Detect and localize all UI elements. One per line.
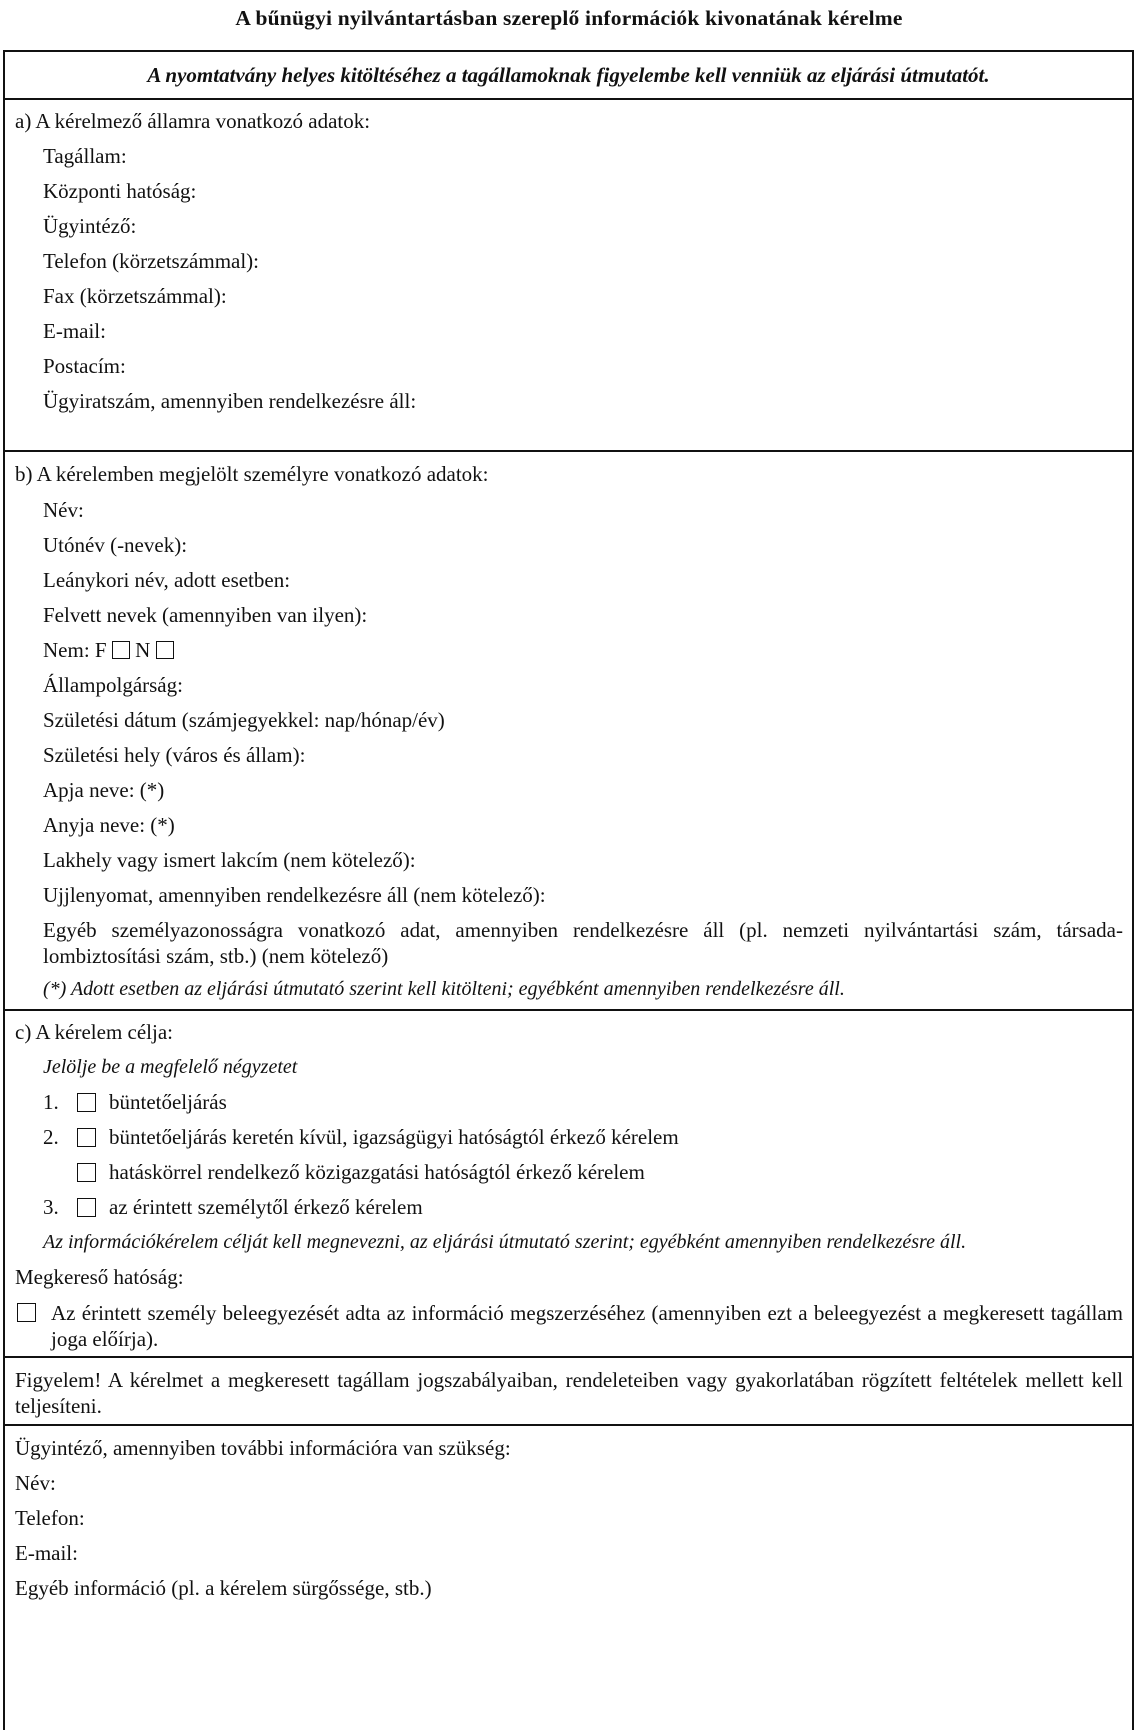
contact-heading: Ügyintéző, amennyiben további információra van szükség:	[15, 1436, 511, 1460]
sex-label: Nem:	[43, 638, 90, 662]
option-label: az érintett személytől érkező kérelem	[109, 1195, 423, 1219]
section-a-heading: a) A kérelmező államra vonatkozó adatok:	[15, 109, 371, 133]
field-surname: Név:	[43, 498, 84, 522]
option-label: büntetőeljárás	[109, 1090, 227, 1114]
field-member-state: Tagállam:	[43, 144, 127, 168]
field-case-officer: Ügyintéző:	[43, 214, 137, 238]
notice: Figyelem! A kérelmet a megkeresett tagállam jogszabályaiban, rendeleteiben vagy gyakorlatában rögzített feltételek mellett kell teljesíteni.	[15, 1368, 1123, 1418]
sex-n-checkbox[interactable]	[156, 641, 174, 659]
section-b-heading: b) A kérelemben megjelölt személyre vonatkozó adatok:	[15, 462, 489, 486]
intro-note: A nyomtatvány helyes kitöltéséhez a tagállamoknak figyelembe kell venniük az eljárási útmutatót.	[147, 63, 990, 87]
field-fax: Fax (körzetszámmal):	[43, 284, 227, 308]
instruction: Jelölje be a megfelelő négyzetet	[43, 1056, 298, 1078]
option-label: büntetőeljárás keretén kívül, igazságügyi hatóságtól érkező kérelem	[109, 1125, 679, 1149]
divider	[5, 1424, 1132, 1426]
field-postal-address: Postacím:	[43, 354, 126, 378]
field-file-reference: Ügyiratszám, amennyiben rendelkezésre áll:	[43, 389, 417, 413]
field-other-identity-data: Egyéb személyazonosságra vonatkozó adat, amennyiben rendelkezésre áll (pl. nemzeti nyilvántartási szám, társadalombiztosítási szám, stb.) (nem kötelező)	[43, 918, 1123, 968]
option-num: 2.	[43, 1125, 59, 1149]
field-sex	[43, 638, 174, 663]
contact-name: Név:	[15, 1471, 56, 1495]
field-central-authority: Központi hatóság:	[43, 179, 197, 203]
field-residence: Lakhely vagy ismert lakcím (nem kötelező):	[43, 848, 416, 872]
field-requesting-authority: Megkereső hatóság:	[15, 1265, 184, 1289]
sex-f-checkbox[interactable]	[112, 641, 130, 659]
consent-text: Az érintett személy beleegyezését adta az információ megszerzéséhez (amennyiben ezt a beleegyezést a megkeresett tagállam joga előírja).	[51, 1301, 1123, 1351]
field-telephone: Telefon (körzetszámmal):	[43, 249, 260, 273]
consent-checkbox[interactable]	[17, 1303, 36, 1322]
field-mother-name: Anyja neve: (*)	[43, 813, 175, 837]
divider	[5, 98, 1132, 100]
field-maiden-name: Leánykori név, adott esetben:	[43, 568, 291, 592]
sex-n-label: N	[135, 638, 151, 662]
field-forenames: Utónév (-nevek):	[43, 533, 188, 557]
field-email: E-mail:	[43, 319, 106, 343]
option-data-subject-checkbox[interactable]	[77, 1198, 96, 1217]
page-title: A bűnügyi nyilvántartásban szereplő információk kivonatának kérelme	[235, 6, 903, 30]
option-num: 1.	[43, 1090, 59, 1114]
divider	[5, 1009, 1132, 1011]
sex-f-label: F	[94, 638, 107, 662]
contact-other-info: Egyéb információ (pl. a kérelem sürgőssége, stb.)	[15, 1576, 432, 1600]
section-c-heading: c) A kérelem célja:	[15, 1020, 174, 1044]
divider	[5, 450, 1132, 452]
request-form	[3, 50, 1134, 1730]
field-father-name: Apja neve: (*)	[43, 778, 165, 802]
option-label: hatáskörrel rendelkező közigazgatási hatóságtól érkező kérelem	[109, 1160, 645, 1184]
divider	[5, 1356, 1132, 1358]
option-judicial-authority-checkbox[interactable]	[77, 1128, 96, 1147]
field-date-of-birth: Születési dátum (számjegyekkel: nap/hónap/év)	[43, 708, 445, 732]
field-place-of-birth: Születési hely (város és állam):	[43, 743, 306, 767]
field-fingerprints: Ujjlenyomat, amennyiben rendelkezésre áll (nem kötelező):	[43, 883, 546, 907]
footnote: (*) Adott esetben az eljárási útmutató szerint kell kitölteni; egyébként amennyiben rendelkezésre áll.	[43, 978, 845, 1000]
option-num: 3.	[43, 1195, 59, 1219]
purpose-note: Az információkérelem célját kell megnevezni, az eljárási útmutató szerint; egyébként amennyiben rendelkezésre áll.	[43, 1231, 967, 1253]
option-administrative-authority-checkbox[interactable]	[77, 1163, 96, 1182]
contact-email: E-mail:	[15, 1541, 78, 1565]
contact-telephone: Telefon:	[15, 1506, 85, 1530]
option-criminal-proceedings-checkbox[interactable]	[77, 1093, 96, 1112]
field-aliases: Felvett nevek (amennyiben van ilyen):	[43, 603, 368, 627]
field-nationality: Állampolgárság:	[43, 673, 183, 697]
